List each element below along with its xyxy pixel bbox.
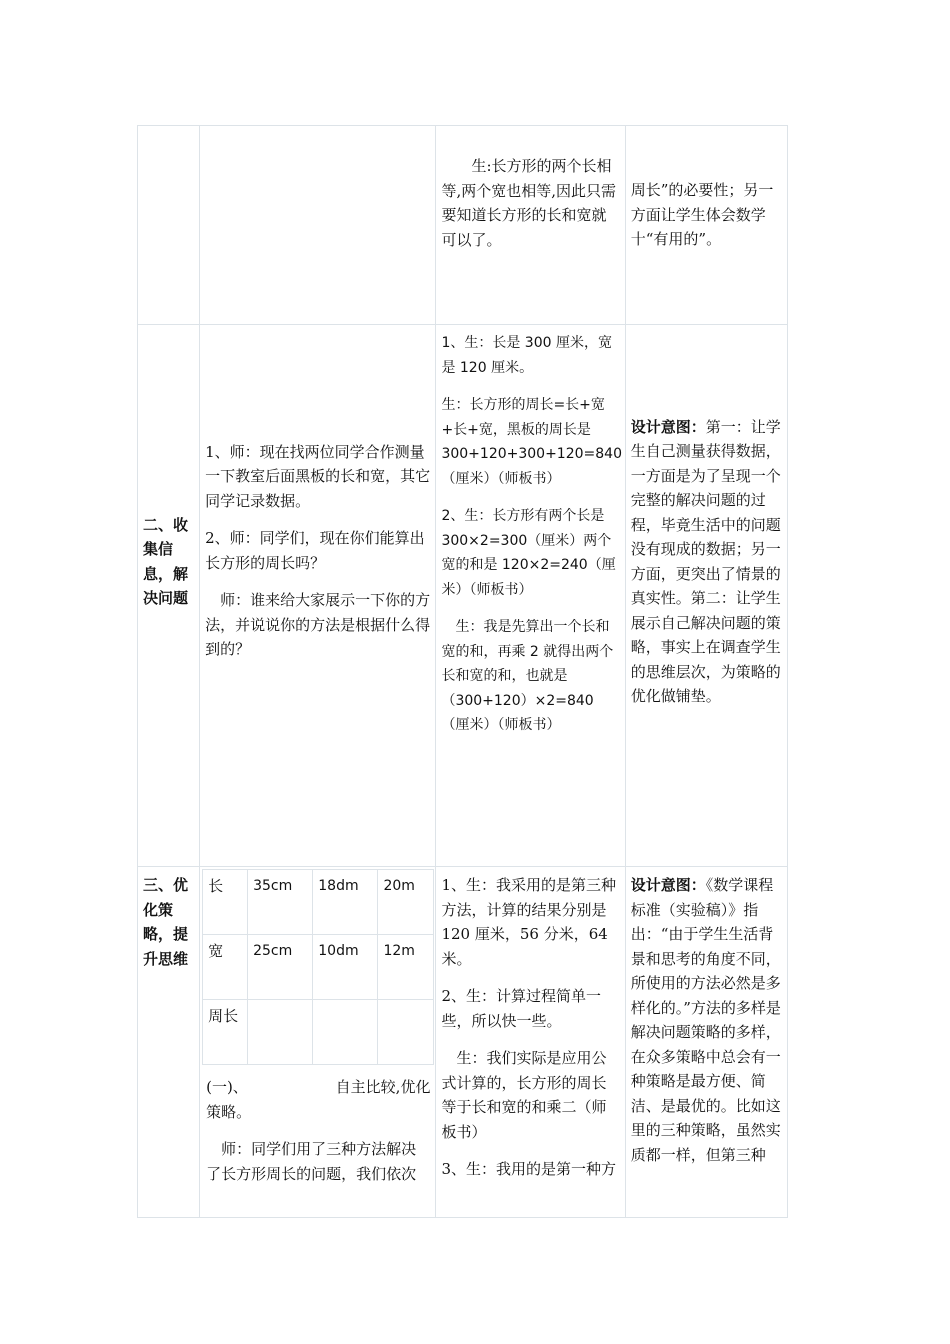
student-text: 生:长方形的两个长相等,两个宽也相等,因此只需要知道长方形的长和宽就可以了。 <box>441 157 616 249</box>
table-cell: 12m <box>378 935 434 1000</box>
table-cell <box>378 1000 434 1065</box>
intent-text: 《数学课程标准（实验稿）》指出：“由于学生生活背景和思考的角度不同，所使用的方法必然是多样化的。”方法的多样是解决问题策略的多样，在众多策略中总会有一种策略是最方便、简洁、是最优的。比如这里的三种策略，虽然实质都一样，但第三种 <box>630 876 781 1164</box>
table-cell: 20m <box>378 870 434 935</box>
row-label: 长 <box>203 870 248 935</box>
table-cell: 25cm <box>248 935 313 1000</box>
table-row <box>203 870 434 935</box>
student-cell <box>436 325 625 867</box>
row-label: 周长 <box>203 1000 248 1065</box>
student-text: 3、生：我用的是第一种方 <box>441 1160 616 1178</box>
table-row <box>138 325 788 867</box>
teacher-cell <box>200 867 436 1218</box>
student-cell <box>436 126 625 325</box>
lesson-plan-table <box>137 125 788 1218</box>
student-cell <box>436 867 625 1218</box>
teacher-text: 2、师：同学们，现在你们能算出长方形的周长吗？ <box>205 529 425 572</box>
stage-cell <box>138 867 200 1218</box>
table-cell <box>313 1000 378 1065</box>
intent-label: 设计意图： <box>630 876 706 894</box>
table-row <box>138 867 788 1218</box>
intent-cell <box>625 126 787 325</box>
student-text: 生：我们实际是应用公式计算的，长方形的周长等于长和宽的和乘二（师板书） <box>441 1049 607 1141</box>
table-row <box>203 1000 434 1065</box>
student-text: 生：长方形的周长=长+宽+长+宽，黑板的周长是 300+120+300+120=840（厘米）（师板书） <box>441 397 622 487</box>
section-title-cont: 策略。 <box>206 1102 252 1121</box>
table-row <box>138 126 788 325</box>
teacher-text: 1、师：现在找两位同学合作测量一下教室后面黑板的长和宽，其它同学记录数据。 <box>205 442 431 510</box>
dimension-table <box>202 869 434 1065</box>
stage-cell <box>138 325 200 867</box>
row-label: 宽 <box>203 935 248 1000</box>
intent-text: 周长”的必要性；另一方面让学生体会数学十“有用的”。 <box>630 181 774 248</box>
table-cell: 35cm <box>248 870 313 935</box>
section-title: 自主比较,优化 <box>335 1078 431 1096</box>
section-heading <box>206 1075 430 1100</box>
student-text: 1、生：长是 300 厘米，宽是 120 厘米。 <box>441 335 612 376</box>
teacher-cell-empty <box>200 126 436 325</box>
teacher-cell <box>200 325 436 867</box>
stage-cell-empty <box>138 126 200 325</box>
intent-paragraph <box>631 873 782 1167</box>
intent-label: 设计意图： <box>630 417 706 436</box>
stage-title: 二、收集信息，解决问题 <box>143 515 189 607</box>
stage-title: 三、优化策略，提升思维 <box>143 876 189 968</box>
table-cell <box>248 1000 313 1065</box>
table-row <box>203 935 434 1000</box>
table-cell: 10dm <box>313 935 378 1000</box>
intent-text: 第一：让学生自己测量获得数据，一方面是为了呈现一个完整的解决问题的过程，毕竟生活中的问题没有现成的数据；另一方面，更突出了情景的真实性。第二：让学生展示自己解决问题的策略，事实上在调查学生的思维层次，为策略的优化做铺垫。 <box>630 417 781 705</box>
student-text: 生：我是先算出一个长和宽的和，再乘 2 就得出两个长和宽的和，也就是（300+120）×2=840（厘米）（师板书） <box>441 619 614 733</box>
student-text: 2、生：长方形有两个长是 300×2=300（厘米）两个宽的和是 120×2=240（厘米）（师板书） <box>441 508 616 598</box>
section-number: (一)、 <box>206 1078 248 1096</box>
intent-cell <box>625 325 787 867</box>
table-cell: 18dm <box>313 870 378 935</box>
teacher-text: 师：谁来给大家展示一下你的方法，并说说你的方法是根据什么得到的？ <box>205 591 431 658</box>
student-text: 2、生：计算过程简单一些，所以快一些。 <box>441 987 601 1030</box>
teacher-text: 师：同学们用了三种方法解决了长方形周长的问题，我们依次 <box>206 1140 417 1183</box>
intent-paragraph <box>631 415 782 709</box>
intent-cell <box>625 867 787 1218</box>
student-text: 1、生：我采用的是第三种方法，计算的结果分别是 120 厘米，56 分米，64 米。 <box>441 876 616 968</box>
